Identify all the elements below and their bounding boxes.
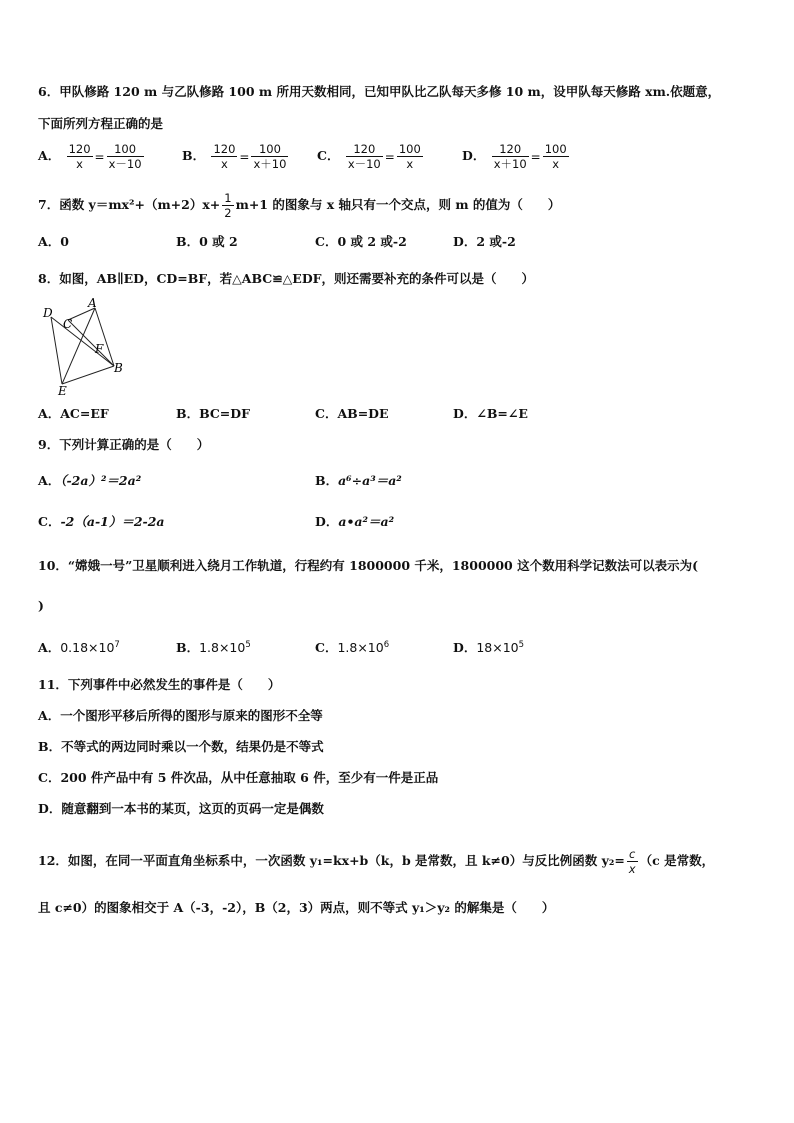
q6-option-c[interactable]: C． $\frac{120}{x-10}$ = $\frac{100}{x}$: [317, 142, 421, 171]
q11-option-b[interactable]: B．不等式的两边同时乘以一个数，结果仍是不等式: [38, 739, 324, 754]
q6-option-d[interactable]: D． $\frac{120}{x+10}$ = $\frac{100}{x}$: [462, 142, 567, 171]
label-a: A: [88, 298, 97, 310]
q9-option-c[interactable]: C．-2（a-1）＝2-2a: [38, 514, 165, 529]
fraction: $\frac{120}{x-10}$: [347, 142, 381, 171]
q9-option-a[interactable]: A．（-2a）²＝2a²: [38, 473, 142, 488]
segment-eb: [62, 366, 114, 384]
option-label: B．: [182, 148, 206, 163]
fraction: $\frac{100}{x+10}$: [253, 142, 287, 171]
q12-stem-cont: 且 c≠0）的图象相交于 A（-3，-2），B（2，3）两点，则不等式 y₁＞y₂ 的解集是（ ）: [38, 900, 555, 915]
q7-option-b[interactable]: B．0 或 2: [176, 234, 238, 249]
q9-option-d[interactable]: D．a•a²＝a²: [315, 514, 395, 529]
q8-option-a[interactable]: A．AC=EF: [38, 406, 109, 421]
fraction: $\frac{100}{x}$: [398, 142, 421, 171]
q12-stem: 12．如图，在同一平面直角坐标系中，一次函数 y₁=kx+b（k，b 是常数，且 k≠0）与反比例函数 y₂= $\frac{c}{x}$ （c 是常数，: [38, 847, 715, 876]
fraction: $\frac{1}{2}$: [224, 191, 232, 220]
q11-stem: 11．下列事件中必然发生的事件是（ ）: [38, 677, 281, 692]
q7-option-a[interactable]: A．0: [38, 234, 69, 249]
fraction: $\frac{120}{x+10}$: [493, 142, 527, 171]
q8-option-c[interactable]: C．AB=DE: [315, 406, 389, 421]
q11-option-a[interactable]: A．一个图形平移后所得的图形与原来的图形不全等: [38, 708, 323, 723]
q8-figure: [38, 298, 138, 398]
q10-option-c[interactable]: C．$1.8\times 10^6$: [315, 639, 390, 655]
label-b: B: [114, 361, 123, 375]
q10-stem-cont: ): [38, 598, 44, 613]
fraction: $\frac{120}{x}$: [68, 142, 91, 171]
q10-stem: 10．“嫦娥一号”卫星顺利进入绕月工作轨道，行程约有 1800000 千米，1800000 这个数用科学记数法可以表示为(: [38, 558, 699, 573]
label-e: E: [58, 384, 67, 398]
option-label: D．: [462, 148, 486, 163]
q11-option-d[interactable]: D．随意翻到一本书的某页，这页的页码一定是偶数: [38, 801, 324, 816]
q6-stem: 6．甲队修路 120 m 与乙队修路 100 m 所用天数相同，已知甲队比乙队每天多修 10 m，设甲队每天修路 xm.依题意，: [38, 84, 721, 99]
q7-option-d[interactable]: D．2 或-2: [453, 234, 516, 249]
segment-cb: [68, 320, 114, 366]
segment-db: [51, 317, 114, 366]
q6-option-b[interactable]: B． $\frac{120}{x}$ = $\frac{100}{x+10}$: [182, 142, 287, 171]
fraction: $\frac{120}{x}$: [213, 142, 236, 171]
label-f: F: [95, 342, 104, 356]
q7-option-c[interactable]: C．0 或 2 或-2: [315, 234, 407, 249]
q6-option-a[interactable]: A． $\frac{120}{x}$ = $\frac{100}{x-10}$: [38, 142, 142, 171]
q7-stem: 7．函数 y＝mx²+（m+2）x+ $\frac{1}{2}$ m+1 的图象与 x 轴只有一个交点，则 m 的值为（ ）: [38, 191, 561, 220]
q8-stem: 8．如图，AB∥ED，CD=BF，若△ABC≌△EDF，则还需要补充的条件可以是（ ）: [38, 271, 535, 286]
q10-option-b[interactable]: B．$1.8\times 10^5$: [176, 639, 251, 655]
q10-option-a[interactable]: A．$0.18\times 10^7$: [38, 639, 120, 655]
q8-option-b[interactable]: B．BC=DF: [176, 406, 250, 421]
fraction: $\frac{100}{x}$: [544, 142, 567, 171]
label-d: D: [43, 306, 53, 320]
q8-option-d[interactable]: D．∠B=∠E: [453, 406, 528, 421]
q11-option-c[interactable]: C．200 件产品中有 5 件次品，从中任意抽取 6 件，至少有一件是正品: [38, 770, 439, 785]
option-label: C．: [317, 148, 340, 163]
option-label: A．: [38, 148, 61, 163]
segment-de: [51, 317, 62, 384]
q6-stem-cont: 下面所列方程正确的是: [38, 116, 164, 131]
fraction: $\frac{c}{x}$: [628, 847, 636, 876]
label-c: C: [63, 317, 73, 331]
segment-ab: [95, 308, 114, 366]
fraction: $\frac{100}{x-10}$: [108, 142, 142, 171]
q9-option-b[interactable]: B．a⁶÷a³＝a²: [315, 473, 402, 488]
q10-option-d[interactable]: D．$18\times 10^5$: [453, 639, 525, 655]
q9-stem: 9．下列计算正确的是（ ）: [38, 437, 210, 452]
